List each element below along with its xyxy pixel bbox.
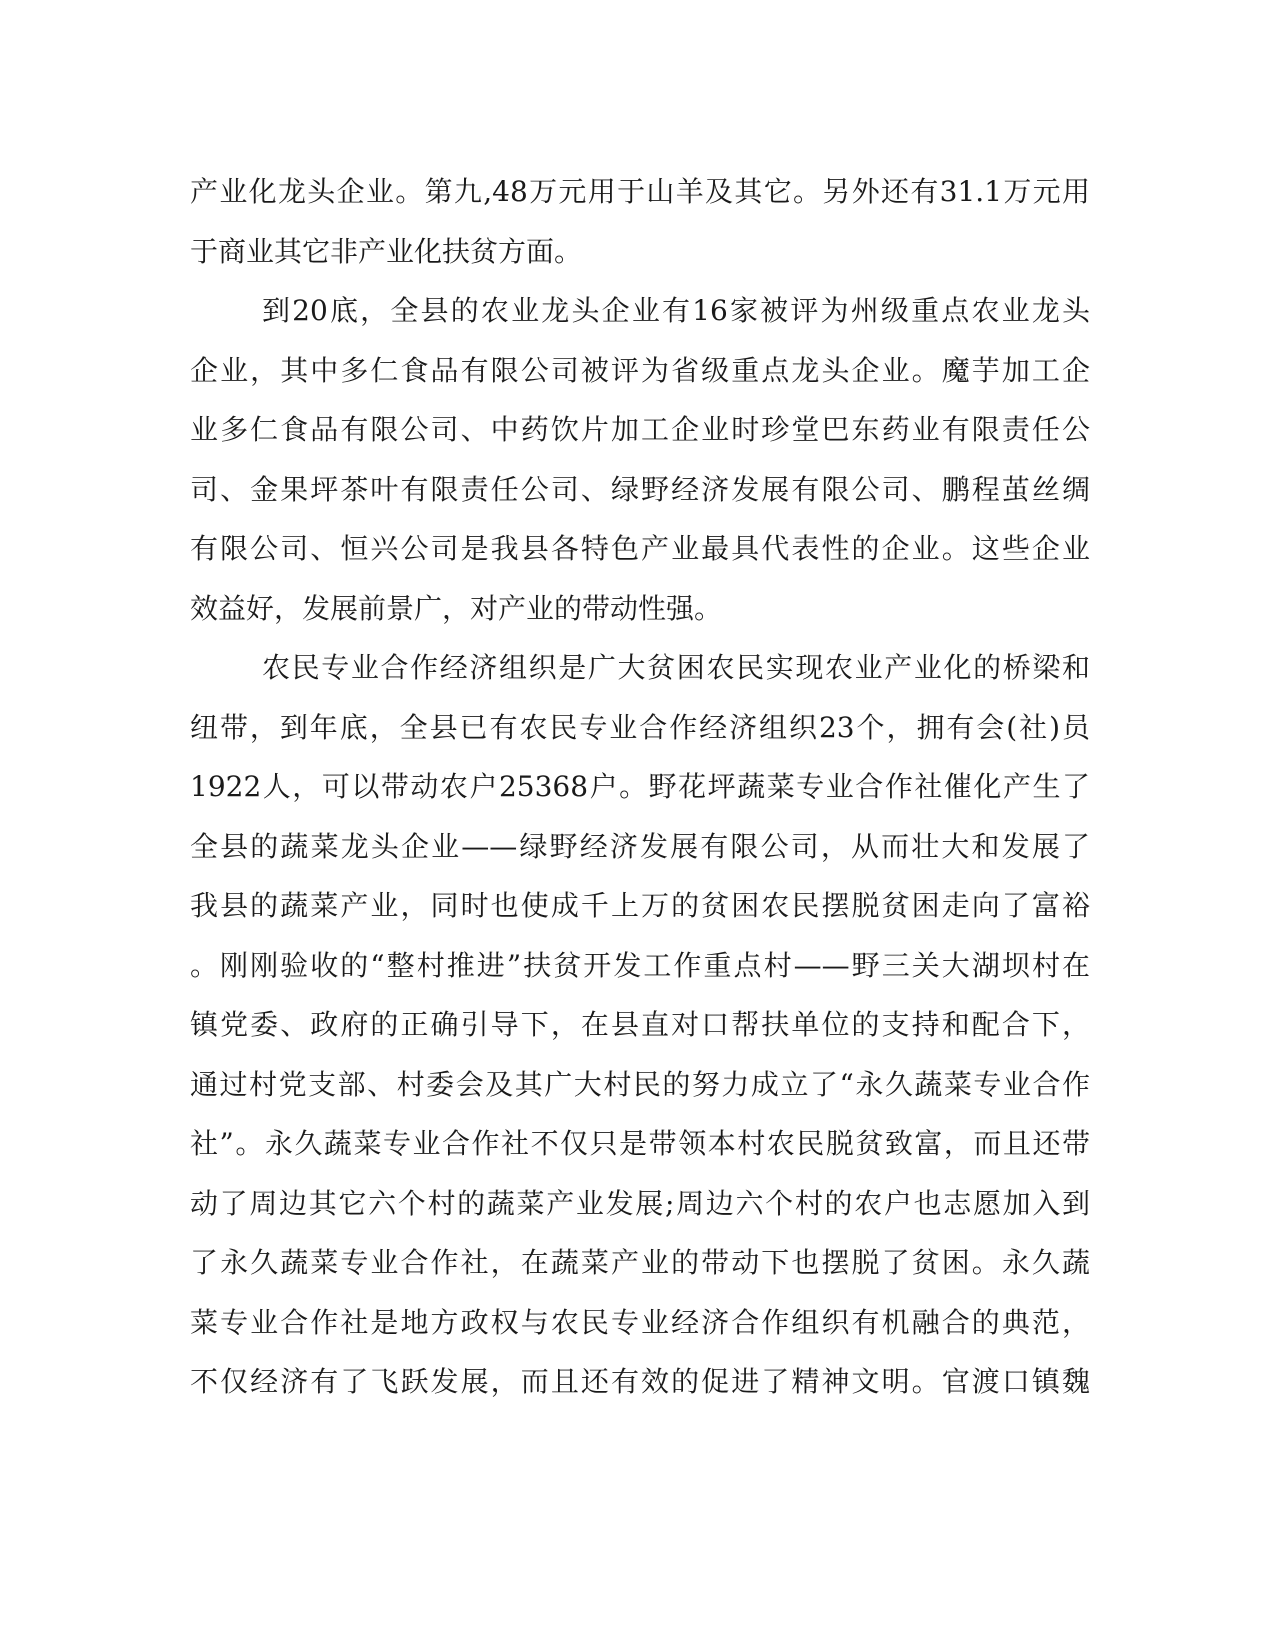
- text-line: 。刚刚验收的“整村推进”扶贫开发工作重点村——野三关大湖坝村在: [190, 948, 1090, 982]
- body-text: [190, 162, 1090, 1412]
- text-line: 企业，其中多仁食品有限公司被评为省级重点龙头企业。魔芋加工企: [190, 353, 1090, 387]
- text-line: 产业化龙头企业。第九,48万元用于山羊及其它。另外还有31.1万元用: [190, 175, 1090, 208]
- text-line: 1922人，可以带动农户25368户。野花坪蔬菜专业合作社催化产生了: [190, 770, 1090, 803]
- text-line: 有限公司、恒兴公司是我县各特色产业最具代表性的企业。这些企业: [190, 532, 1090, 565]
- text-line: 镇党委、政府的正确引导下，在县直对口帮扶单位的支持和配合下，: [190, 1008, 1090, 1041]
- text-line: 司、金果坪茶叶有限责任公司、绿野经济发展有限公司、鹏程茧丝绸: [190, 472, 1090, 506]
- text-line: 效益好，发展前景广，对产业的带动性强。: [190, 591, 723, 625]
- text-line: 纽带，到年底，全县已有农民专业合作经济组织23个，拥有会(社)员: [190, 710, 1090, 744]
- text-line: 菜专业合作社是地方政权与农民专业经济合作组织有机融合的典范，: [190, 1305, 1090, 1339]
- text-line: 了永久蔬菜专业合作社，在蔬菜产业的带动下也摆脱了贫困。永久蔬: [190, 1246, 1090, 1279]
- text-line: 动了周边其它六个村的蔬菜产业发展;周边六个村的农户也志愿加入到: [190, 1186, 1090, 1220]
- text-line: 社”。永久蔬菜专业合作社不仅只是带领本村农民脱贫致富，而且还带: [190, 1127, 1090, 1160]
- text-line: 不仅经济有了飞跃发展，而且还有效的促进了精神文明。官渡口镇魏: [190, 1365, 1090, 1398]
- text-line: 于商业其它非产业化扶贫方面。: [190, 234, 583, 268]
- text-line: 农民专业合作经济组织是广大贫困农民实现农业产业化的桥梁和: [262, 651, 1090, 684]
- text-line: 我县的蔬菜产业，同时也使成千上万的贫困农民摆脱贫困走向了富裕: [190, 889, 1090, 922]
- text-line: 到20底，全县的农业龙头企业有16家被评为州级重点农业龙头: [262, 294, 1090, 327]
- text-line: 通过村党支部、村委会及其广大村民的努力成立了“永久蔬菜专业合作: [190, 1067, 1090, 1101]
- text-line: 业多仁食品有限公司、中药饮片加工企业时珍堂巴东药业有限责任公: [190, 413, 1090, 446]
- text-line: 全县的蔬菜龙头企业——绿野经济发展有限公司，从而壮大和发展了: [190, 829, 1090, 863]
